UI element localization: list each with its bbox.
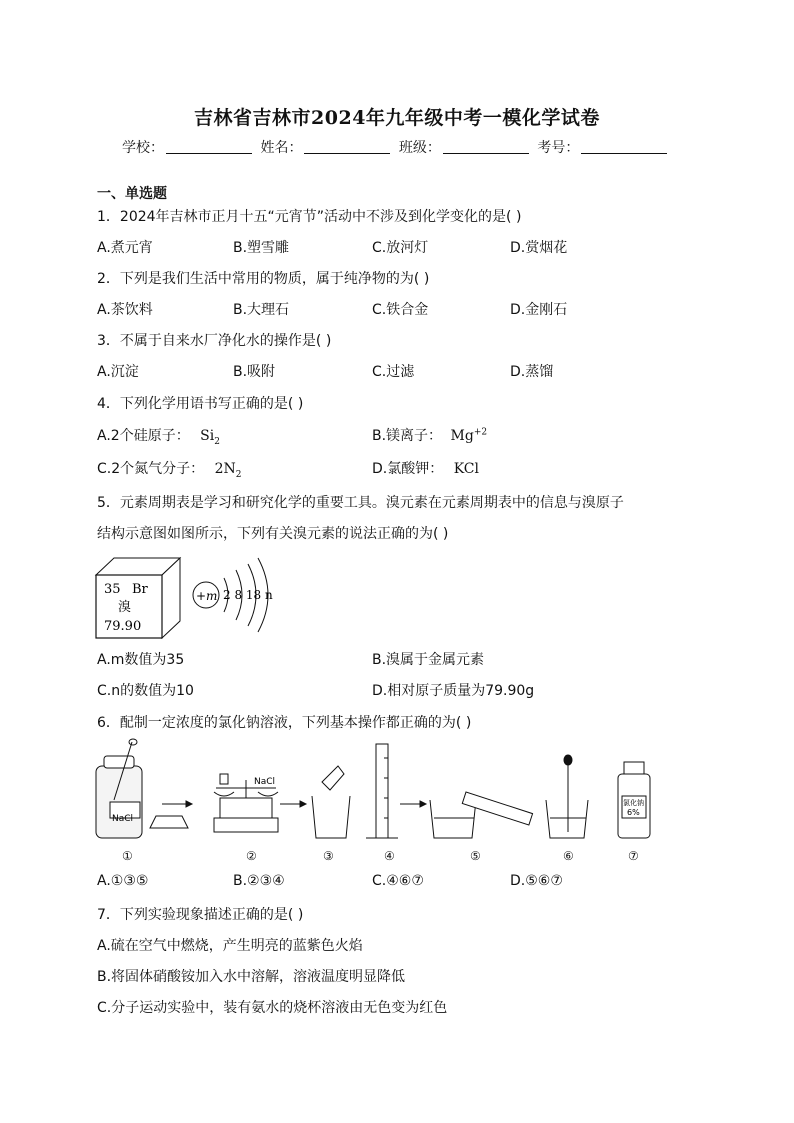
q5-option-c[interactable]: C.n的数值为10 bbox=[97, 683, 194, 699]
class-blank[interactable] bbox=[443, 139, 529, 154]
exam-title: 吉林省吉林市2024年九年级中考一模化学试卷 bbox=[194, 107, 600, 129]
fig-label-1: ① bbox=[122, 849, 133, 863]
arrow-1-head bbox=[186, 801, 192, 807]
q1-option-b[interactable]: B.塑雪雕 bbox=[233, 240, 290, 256]
q7-option-b[interactable]: B.将固体硝酸铵加入水中溶解，溶液温度明显降低 bbox=[97, 969, 406, 985]
name-blank[interactable] bbox=[304, 139, 390, 154]
fig-label-5: ⑤ bbox=[470, 849, 481, 863]
name-label: 姓名： bbox=[260, 140, 303, 156]
arrow-3-head bbox=[420, 801, 426, 807]
solution-preparation-figure bbox=[90, 738, 660, 848]
q3-option-a[interactable]: A.沉淀 bbox=[97, 364, 139, 380]
reagent-label-concentration: 6% bbox=[627, 808, 640, 817]
q6-stem: 6．配制一定浓度的氯化钠溶液，下列基本操作都正确的为( ) bbox=[97, 715, 472, 731]
atom-structure-diagram bbox=[193, 558, 273, 632]
q3-option-c[interactable]: C.过滤 bbox=[372, 364, 415, 380]
q5-option-d[interactable]: D.相对原子质量为79.90g bbox=[372, 683, 535, 699]
section-heading: 一、单选题 bbox=[97, 186, 167, 202]
q5-stem-line2: 结构示意图如图所示，下列有关溴元素的说法正确的为( ) bbox=[97, 526, 449, 542]
q5-option-a[interactable]: A.m数值为35 bbox=[97, 652, 185, 668]
balance-label: NaCl bbox=[254, 777, 276, 787]
fig-label-3: ③ bbox=[323, 849, 334, 863]
card-element-name: 溴 bbox=[118, 600, 132, 615]
nucleus-charge: +m bbox=[196, 589, 218, 603]
q1-stem: 1．2024年吉林市正月十五“元宵节”活动中不涉及到化学变化的是( ) bbox=[97, 209, 522, 225]
q4-option-b-text: B.镁离子： bbox=[372, 428, 443, 444]
card-atomic-number: 35 bbox=[104, 582, 121, 597]
card-symbol: Br bbox=[132, 582, 148, 597]
student-info-row bbox=[122, 137, 671, 157]
q4-option-a-text: A.2个硅原子： bbox=[97, 428, 190, 444]
q4-c-formula-main: 2N bbox=[214, 461, 236, 477]
q7-option-a[interactable]: A.硫在空气中燃烧，产生明亮的蓝紫色火焰 bbox=[97, 938, 363, 954]
q5-stem-line1: 5．元素周期表是学习和研究化学的重要工具。溴元素在元素周期表中的信息与溴原子 bbox=[97, 495, 624, 511]
q2-option-c[interactable]: C.铁合金 bbox=[372, 302, 429, 318]
q4-option-c-formula bbox=[214, 461, 242, 480]
q4-option-c-text: C.2个氮气分子： bbox=[97, 461, 205, 477]
q3-option-b[interactable]: B.吸附 bbox=[233, 364, 276, 380]
q1-option-c[interactable]: C.放河灯 bbox=[372, 240, 429, 256]
q4-option-b-formula bbox=[451, 428, 488, 444]
electron-shells: 2 8 18 n bbox=[223, 588, 273, 602]
beaker-pour-illustration bbox=[312, 766, 350, 838]
reagent-label-name: 氯化钠 bbox=[623, 799, 644, 807]
stirring-beaker-illustration bbox=[546, 755, 588, 838]
q4-option-d[interactable] bbox=[372, 458, 479, 478]
q4-option-c[interactable] bbox=[97, 458, 242, 480]
q7-option-c[interactable]: C.分子运动实验中，装有氨水的烧杯溶液由无色变为红色 bbox=[97, 1000, 448, 1016]
q3-stem: 3．不属于自来水厂净化水的操作是( ) bbox=[97, 333, 332, 349]
q3-option-d[interactable]: D.蒸馏 bbox=[510, 364, 554, 380]
q4-option-d-formula: KCl bbox=[453, 461, 479, 477]
reagent-bottle-illustration bbox=[96, 739, 188, 838]
q4-option-b[interactable] bbox=[372, 425, 487, 445]
bromine-figure bbox=[92, 553, 282, 643]
exam-number-label: 考号： bbox=[537, 140, 580, 156]
q2-stem: 2．下列是我们生活中常用的物质，属于纯净物的为( ) bbox=[97, 271, 430, 287]
q4-option-d-text: D.氯酸钾： bbox=[372, 461, 444, 477]
q4-b-formula-sup: +2 bbox=[473, 427, 488, 438]
fig-label-6: ⑥ bbox=[563, 849, 574, 863]
q4-option-a[interactable] bbox=[97, 425, 220, 447]
q4-option-a-formula bbox=[200, 428, 220, 447]
q2-option-a[interactable]: A.茶饮料 bbox=[97, 302, 153, 318]
q4-b-formula-main: Mg bbox=[450, 428, 474, 444]
q6-option-c[interactable]: C.④⑥⑦ bbox=[372, 873, 424, 889]
q1-option-a[interactable]: A.煮元宵 bbox=[97, 240, 153, 256]
q2-option-d[interactable]: D.金刚石 bbox=[510, 302, 568, 318]
q2-option-b[interactable]: B.大理石 bbox=[233, 302, 290, 318]
school-label: 学校： bbox=[122, 140, 164, 156]
q4-stem: 4．下列化学用语书写正确的是( ) bbox=[97, 396, 304, 412]
exam-number-blank[interactable] bbox=[581, 139, 667, 154]
fig-label-2: ② bbox=[246, 849, 257, 863]
graduated-cylinder-illustration bbox=[366, 744, 398, 838]
periodic-table-card bbox=[96, 558, 180, 638]
bottle-label: NaCl bbox=[112, 814, 134, 824]
fig-label-4: ④ bbox=[384, 849, 395, 863]
q4-c-formula-sub: 2 bbox=[235, 469, 242, 480]
beaker-cylinder-pour-illustration bbox=[430, 792, 533, 838]
fig-label-7: ⑦ bbox=[628, 849, 639, 863]
q7-stem: 7．下列实验现象描述正确的是( ) bbox=[97, 907, 304, 923]
school-blank[interactable] bbox=[166, 139, 252, 154]
q4-a-formula-sub: 2 bbox=[214, 436, 220, 447]
q6-option-a[interactable]: A.①③⑤ bbox=[97, 873, 149, 889]
q6-option-b[interactable]: B.②③④ bbox=[233, 873, 285, 889]
q6-option-d[interactable]: D.⑤⑥⑦ bbox=[510, 873, 563, 889]
q4-a-formula-main: Si bbox=[200, 428, 215, 444]
arrow-2-head bbox=[300, 801, 306, 807]
class-label: 班级： bbox=[398, 140, 441, 156]
q5-option-b[interactable]: B.溴属于金属元素 bbox=[372, 652, 485, 668]
card-atomic-mass: 79.90 bbox=[104, 619, 142, 634]
q1-option-d[interactable]: D.赏烟花 bbox=[510, 240, 568, 256]
